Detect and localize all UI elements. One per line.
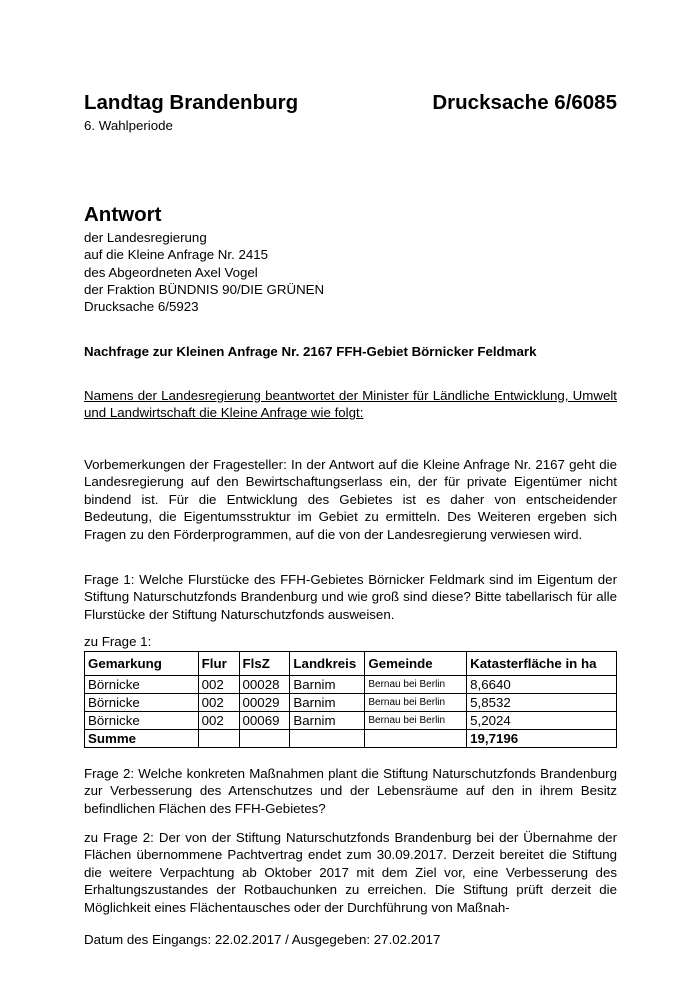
table-sum-row (85, 730, 617, 748)
election-period: 6. Wahlperiode (84, 118, 173, 133)
table-row (85, 694, 617, 712)
column-header: Landkreis (290, 652, 365, 676)
table-cell: 002 (198, 676, 239, 694)
institution-title: Landtag Brandenburg (84, 91, 299, 114)
table-cell: 5,8532 (467, 694, 617, 712)
column-header: Gemarkung (85, 652, 199, 676)
table-cell: 00028 (239, 676, 290, 694)
table-cell: Barnim (290, 676, 365, 694)
document-footer-dates: Datum des Eingangs: 22.02.2017 / Ausgegeben: 27.02.2017 (84, 932, 441, 947)
question-1: Frage 1: Welche Flurstücke des FFH-Gebietes Börnicker Feldmark sind im Eigentum der Stiftung Naturschutzfonds Brandenburg und wie groß sind diese? Bitte tabellarisch für alle Flurstücke der Stiftung Naturschutzfonds ausweisen. (84, 572, 617, 622)
table-cell: Barnim (290, 694, 365, 712)
table-cell: 002 (198, 712, 239, 730)
column-header: Gemeinde (365, 652, 467, 676)
question-2: Frage 2: Welche konkreten Maßnahmen plant die Stiftung Naturschutzfonds Brandenburg zur Verbesserung des Artenschutzes und der Lebensräume auf den in ihrem Besitz befindlichen Flächen des FFH-Gebietes? (84, 766, 617, 816)
table-cell: Barnim (290, 712, 365, 730)
answer-meta-line: der Fraktion BÜNDNIS 90/DIE GRÜNEN (84, 281, 325, 297)
answer-meta-line: des Abgeordneten Axel Vogel (84, 264, 258, 280)
table-cell: 5,2024 (467, 712, 617, 730)
document-number: Drucksache 6/6085 (432, 91, 617, 114)
table-cell: Bernau bei Berlin (365, 694, 467, 712)
table-header-row (85, 652, 617, 676)
table-row (85, 712, 617, 730)
table-cell: Bernau bei Berlin (365, 676, 467, 694)
answer-1-label: zu Frage 1: (84, 634, 152, 649)
column-header: Katasterfläche in ha (467, 652, 617, 676)
table-cell: Börnicke (85, 712, 199, 730)
table-cell (290, 730, 365, 748)
preliminary-remarks: Vorbemerkungen der Fragesteller: In der Antwort auf die Kleine Anfrage Nr. 2167 geht die Landesregierung auf den Bewirtschaftungserlass ein, der für private Eigentümer nicht bindend ist. Für die Entwicklung des Gebietes ist es daher von entscheidender Bedeutung, die Eigentumsstruktur im Gebiet zu ermitteln. Des Weiteren ergeben sich Fragen zu den Förderprogrammen, auf die von der Landesregierung verwiesen wird. (84, 457, 617, 542)
subject-heading: Nachfrage zur Kleinen Anfrage Nr. 2167 FFH-Gebiet Börnicker Feldmark (84, 344, 537, 359)
column-header: Flur (198, 652, 239, 676)
answer-meta (84, 229, 324, 315)
answer-meta-line: der Landesregierung (84, 230, 207, 245)
document-header (84, 91, 617, 121)
table-cell: 00069 (239, 712, 290, 730)
table-cell (365, 730, 467, 748)
table-cell: Bernau bei Berlin (365, 712, 467, 730)
sum-label: Summe (85, 730, 199, 748)
table-cell: Börnicke (85, 676, 199, 694)
intro-statement: Namens der Landesregierung beantwortet der Minister für Ländliche Entwicklung, Umwelt und Landwirtschaft die Kleine Anfrage wie folgt: (84, 388, 617, 421)
table-cell (239, 730, 290, 748)
table-cell: 002 (198, 694, 239, 712)
table-cell: 8,6640 (467, 676, 617, 694)
table-cell: 00029 (239, 694, 290, 712)
answer-meta-line: Drucksache 6/5923 (84, 299, 199, 315)
table-cell (198, 730, 239, 748)
sum-value: 19,7196 (467, 730, 617, 748)
answer-title: Antwort (84, 203, 162, 226)
parcel-table (84, 651, 617, 748)
answer-2: zu Frage 2: Der von der Stiftung Naturschutzfonds Brandenburg bei der Übernahme der Flächen übernommene Pachtvertrag endet zum 30.09.2017. Derzeit bereitet die Stiftung die weitere Verpachtung ab Oktober 2017 mit dem Ziel vor, eine Verbesserung des Erhaltungszustandes der Rotbauchunken zu erreichen. Die Stiftung prüft derzeit die Möglichkeit eines Flächentausches oder der Durchführung von Maßnah- (84, 830, 617, 915)
table-row (85, 676, 617, 694)
column-header: FlsZ (239, 652, 290, 676)
table-cell: Börnicke (85, 694, 199, 712)
answer-meta-line: auf die Kleine Anfrage Nr. 2415 (84, 247, 269, 263)
